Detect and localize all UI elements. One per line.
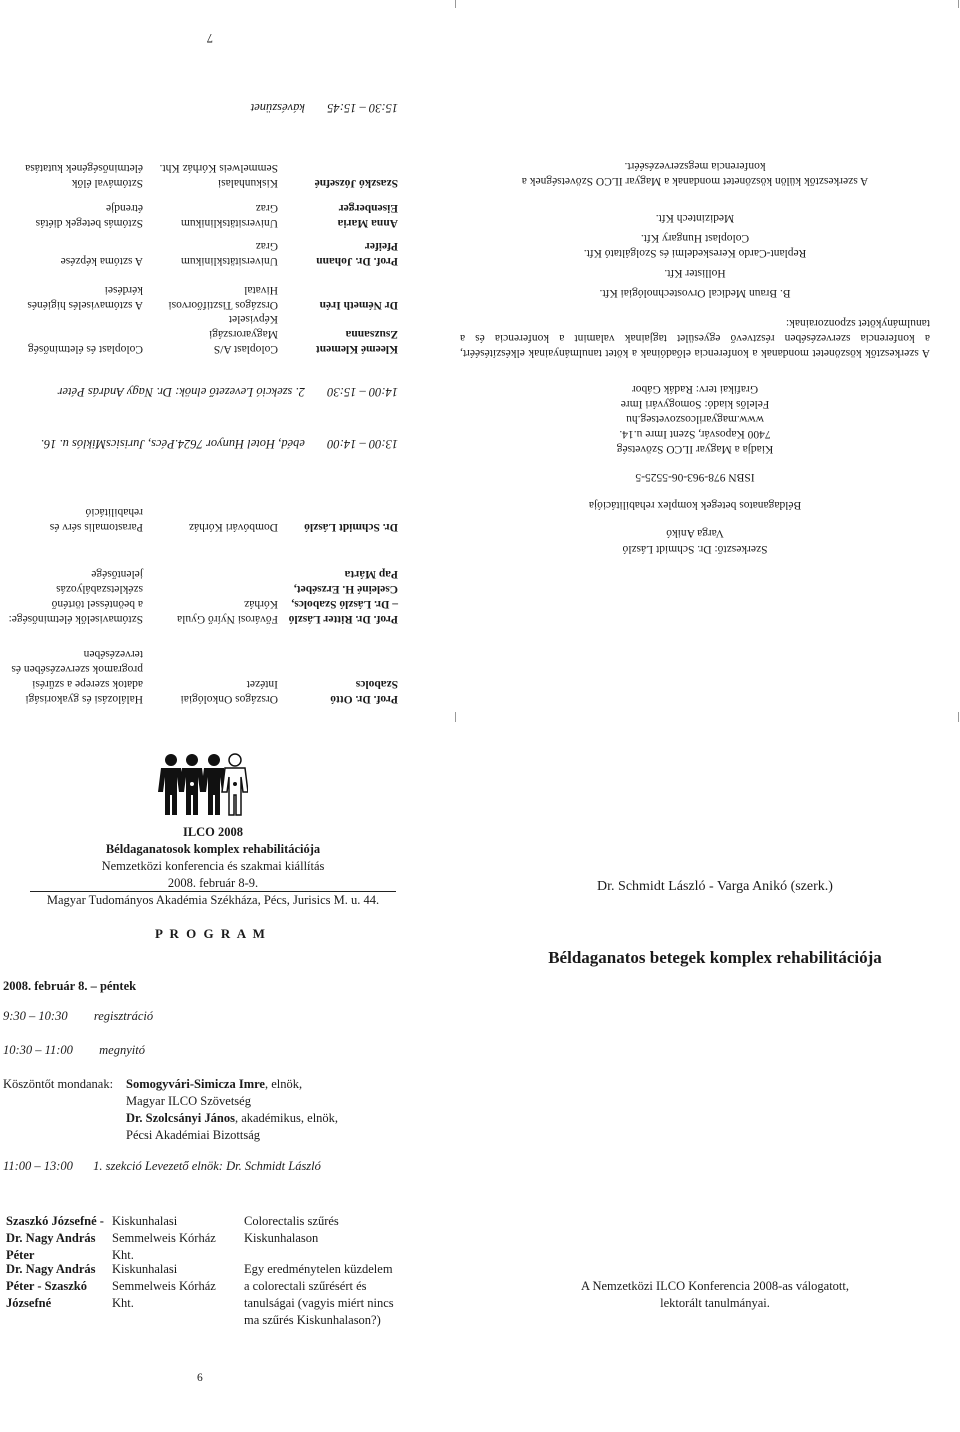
sponsor: Coloplast Hungary Kft. bbox=[640, 232, 750, 244]
session2-time: 14:00 – 15:30 bbox=[327, 385, 398, 399]
speaker-name: Dr. Schmidt László bbox=[304, 521, 398, 533]
speaker-institution: Universitätsklinikum Graz bbox=[180, 202, 278, 229]
event-title: Béldaganatosok komplex rehabilitációja bbox=[105, 842, 321, 856]
speaker-name: Dr. Nagy András Péter - Szaszkó Józsefné bbox=[6, 1262, 96, 1310]
speaker-institution: Kiskunhalasi Semmelweis Kórház Kht. bbox=[159, 162, 278, 189]
page-number: 7 bbox=[206, 31, 213, 45]
event-header bbox=[30, 824, 396, 909]
book-subtitle-line: lektorált tanulmányai. bbox=[660, 1296, 770, 1310]
lunch-time: 13:00 – 14:00 bbox=[327, 437, 398, 451]
greeter-org: Pécsi Akadémiai Bizottság bbox=[126, 1128, 261, 1142]
publisher-line: www.magyarilcoszovetseg.hu bbox=[626, 413, 764, 425]
greeters-list bbox=[126, 1076, 426, 1144]
lunch-row bbox=[8, 435, 398, 452]
greeting-label: Köszöntőt mondanak: bbox=[3, 1077, 114, 1091]
page-number: 6 bbox=[197, 1372, 203, 1384]
publisher-line: Grafikai terv: Radák Gábor bbox=[631, 383, 759, 395]
page-spread bbox=[0, 716, 960, 1432]
sponsor: Medizintech Kft. bbox=[655, 212, 735, 224]
event-subtitle: Nemzetközi konferencia és szakmai kiállítás bbox=[101, 859, 325, 873]
ilco-logo bbox=[158, 752, 248, 818]
speaker-institution: Fővárosi Nyírő Gyula Kórház bbox=[177, 598, 278, 625]
header-rule bbox=[30, 891, 396, 892]
greeter bbox=[126, 1076, 426, 1093]
talk-title: A sztómaviselés higiénés kérdései bbox=[27, 284, 143, 311]
greeter-name: Somogyvári-Simicza Imre bbox=[126, 1077, 265, 1091]
coffee-row bbox=[8, 99, 398, 116]
sponsors-list bbox=[460, 210, 930, 300]
speaker-institution: Coloplast A/S Magyarországi Képviselet bbox=[209, 313, 278, 355]
session2-text: 2. szekció Levezető elnök: Dr. Nagy András Péter bbox=[57, 385, 305, 399]
schedule-label: regisztráció bbox=[93, 1009, 154, 1023]
speaker-name: Dr Németh Irén bbox=[319, 299, 398, 311]
speaker-institution: Universitätsklinikum Graz bbox=[180, 240, 278, 267]
speaker-name: Anna Maria Eisenberger bbox=[337, 202, 398, 229]
coffee-label: kávészünet bbox=[250, 101, 305, 115]
program-heading: P R O G R A M bbox=[155, 926, 267, 941]
greeter bbox=[126, 1110, 426, 1127]
session1-time: 11:00 – 13:00 bbox=[3, 1159, 73, 1173]
speaker-name: Szaszkó Józsefné bbox=[314, 177, 398, 189]
session1-text: 1. szekció Levezető elnök: Dr. Schmidt László bbox=[93, 1159, 321, 1173]
schedule-label: megnyitó bbox=[99, 1043, 145, 1057]
talk-title: Sztómával élők életminőségének kutatása bbox=[25, 162, 143, 189]
thanks-paragraph: A szerkesztők köszönetet mondanak a konferencia előadóinak a kötet tanulmányainak elkészítéséért, a konferencia szervezésében résztvevő egyesület tagjainak valamint a konferencia és a tanulmánykötet szponzorainak: bbox=[460, 317, 930, 359]
event-name: ILCO 2008 bbox=[182, 825, 244, 839]
session1-row bbox=[3, 1158, 321, 1175]
sponsor: Replant-Cardo Kereskedelmi és Szolgáltató Kft. bbox=[583, 247, 807, 259]
sponsor: Hollister Kft. bbox=[664, 267, 726, 279]
publisher-line: 7400 Kaposvár, Szent Imre u.14. bbox=[619, 428, 771, 440]
coffee-time: 15:30 – 15:45 bbox=[327, 101, 398, 115]
thanks-final: A szerkesztők külön köszönetet mondanak a Magyar ILCO Szövetségnek a konferencia megszervezéséért. bbox=[521, 160, 869, 187]
talk-title: Egy eredménytelen küzdelem a colorectali szűrésért és tanulságai (vagyis miért nincs ma szűrés Kiskunhalason?) bbox=[244, 1262, 394, 1327]
speaker-institution: Országos Onkológiai Intézet bbox=[180, 678, 278, 705]
talk-title: Sztómás betegek diétás étrendje bbox=[35, 202, 143, 229]
sponsor: B. Braun Medical Orvostechnológiai Kft. bbox=[599, 287, 791, 299]
greeter-org: Magyar ILCO Szövetség bbox=[126, 1094, 251, 1108]
schedule-row bbox=[3, 1008, 153, 1025]
book-subtitle-line: A Nemzetközi ILCO Konferencia 2008-as válogatott, bbox=[581, 1279, 849, 1293]
greeter-role: , akadémikus, elnök, bbox=[234, 1111, 339, 1125]
greeter-role: , elnök, bbox=[264, 1077, 303, 1091]
schedule-time: 9:30 – 10:30 bbox=[3, 1009, 68, 1023]
publisher-block bbox=[460, 381, 930, 456]
event-date: 2008. február 8-9. bbox=[167, 876, 259, 890]
day-label: 2008. február 8. – péntek bbox=[3, 979, 137, 993]
speaker-name: Prof. Dr. Ritter László – Dr. László Szabolcs, Cseleiné H. Erzsébet, Pap Márta bbox=[288, 568, 398, 625]
editor-line-2: Varga Anikó bbox=[666, 527, 724, 539]
talk-title: A sztóma képzése bbox=[60, 255, 143, 267]
crop-mark bbox=[455, 0, 456, 8]
speaker-name: Kleemé Klement Zsuzsanna bbox=[315, 328, 398, 355]
speaker-name: Prof. Dr. Ottó Szabolcs bbox=[330, 678, 398, 705]
talk-title: Sztómaviselők életminősége: a beöntéssel történő székletszabályozás jelentősége bbox=[8, 568, 143, 625]
book-title: Béldaganatos betegek komplex rehabilitációja bbox=[548, 948, 882, 967]
talk-title: Colorectalis szűrés Kiskunhalason bbox=[244, 1214, 339, 1245]
speaker-institution: Kiskunhalasi Semmelweis Kórház Kht. bbox=[112, 1214, 216, 1262]
crop-mark bbox=[958, 0, 959, 8]
publisher-line: Felelős kiadó: Somogyvári Imre bbox=[620, 398, 770, 410]
book-authors: Dr. Schmidt László - Varga Anikó (szerk.) bbox=[597, 879, 833, 894]
talk-title: Parastomalis sérv és rehabilitáció bbox=[49, 506, 143, 533]
isbn: ISBN 978-963-06-5525-5 bbox=[635, 471, 755, 483]
talk-title: Halálozási és gyakorisági adatok szerepe a szűrési programok szervezésében és tervezésében bbox=[11, 648, 143, 705]
speaker-name: Szaszkó Józsefné - Dr. Nagy András Péter bbox=[6, 1214, 104, 1262]
speaker-name: Prof. Dr. Johann Pfeifer bbox=[316, 240, 398, 267]
talk-title: Coloplast és életminőség bbox=[28, 343, 143, 355]
book-title-small: Béldaganatos betegek komplex rehabilitációja bbox=[588, 499, 802, 511]
session2-row bbox=[8, 383, 398, 400]
editor-line: Szerkesztő: Dr. Schmidt László bbox=[622, 543, 768, 555]
greeter-name: Dr. Szolcsányi János bbox=[126, 1111, 235, 1125]
speaker-institution: Kiskunhalasi Semmelweis Kórház Kht. bbox=[112, 1262, 216, 1310]
event-venue: Magyar Tudományos Akadémia Székháza, Pécs, Jurisics M. u. 44. bbox=[46, 893, 380, 907]
schedule-time: 10:30 – 11:00 bbox=[3, 1043, 73, 1057]
schedule-row bbox=[3, 1042, 145, 1059]
speaker-institution: Országos Tisztifőorvosi Hivatal bbox=[168, 284, 278, 311]
publisher-line: Kiadja a Magyar ILCO Szövetség bbox=[616, 443, 774, 455]
lunch-text: ebéd, Hotel Hunyor 7624.Pécs, JurisicsMiklós u. 16. bbox=[40, 437, 305, 451]
speaker-institution: Dombóvári Kórház bbox=[188, 521, 278, 533]
book-subtitle bbox=[500, 1278, 930, 1312]
